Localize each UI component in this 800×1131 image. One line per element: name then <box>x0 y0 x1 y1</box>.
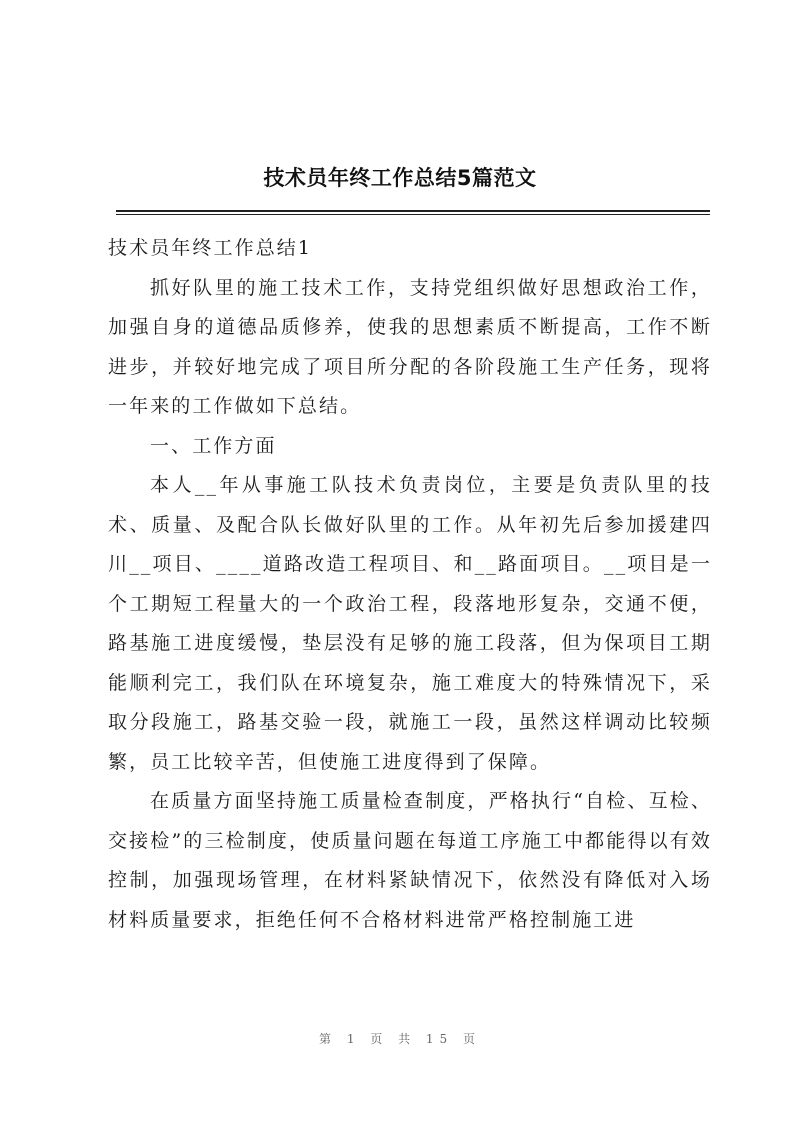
paragraph-work-details: 本人__年从事施工队技术负责岗位，主要是负责队里的技术、质量、及配合队长做好队里的工作。从年初先后参加援建四川__项目、____道路改造工程项目、和__路面项目。__项目是一个工期短工程量大的一个政治工程，段落地形复杂，交通不便，路基施工进度缓慢，垫层没有足够的施工段落，但为保项目工期能顺利完工，我们队在环境复杂，施工难度大的特殊情况下，采取分段施工，路基交验一段，就施工一段，虽然这样调动比较频繁，员工比较辛苦，但使施工进度得到了保障。 <box>108 474 712 773</box>
document-body <box>108 229 712 940</box>
section-heading-work: 一、工作方面 <box>150 434 277 457</box>
document-title: 技术员年终工作总结5篇范文 <box>263 166 537 190</box>
page-footer: 第 1 页 共 15 页 <box>319 1032 481 1046</box>
paragraph-quality: 在质量方面坚持施工质量检查制度，严格执行“自检、互检、交接检”的三检制度，使质量问题在每道工序施工中都能得以有效控制，加强现场管理，在材料紧缺情况下，依然没有降低对入场材料质量要求，拒绝任何不合格材料进常严格控制施工进 <box>108 790 712 931</box>
paragraph-intro: 抓好队里的施工技术工作，支持党组织做好思想政治工作，加强自身的道德品质修养，使我的思想素质不断提高，工作不断进步，并较好地完成了项目所分配的各阶段施工生产任务，现将一年来的工作做如下总结。 <box>108 276 712 417</box>
section-subtitle: 技术员年终工作总结1 <box>108 237 313 259</box>
title-divider-thin <box>116 214 710 215</box>
title-divider-thick <box>116 210 710 212</box>
